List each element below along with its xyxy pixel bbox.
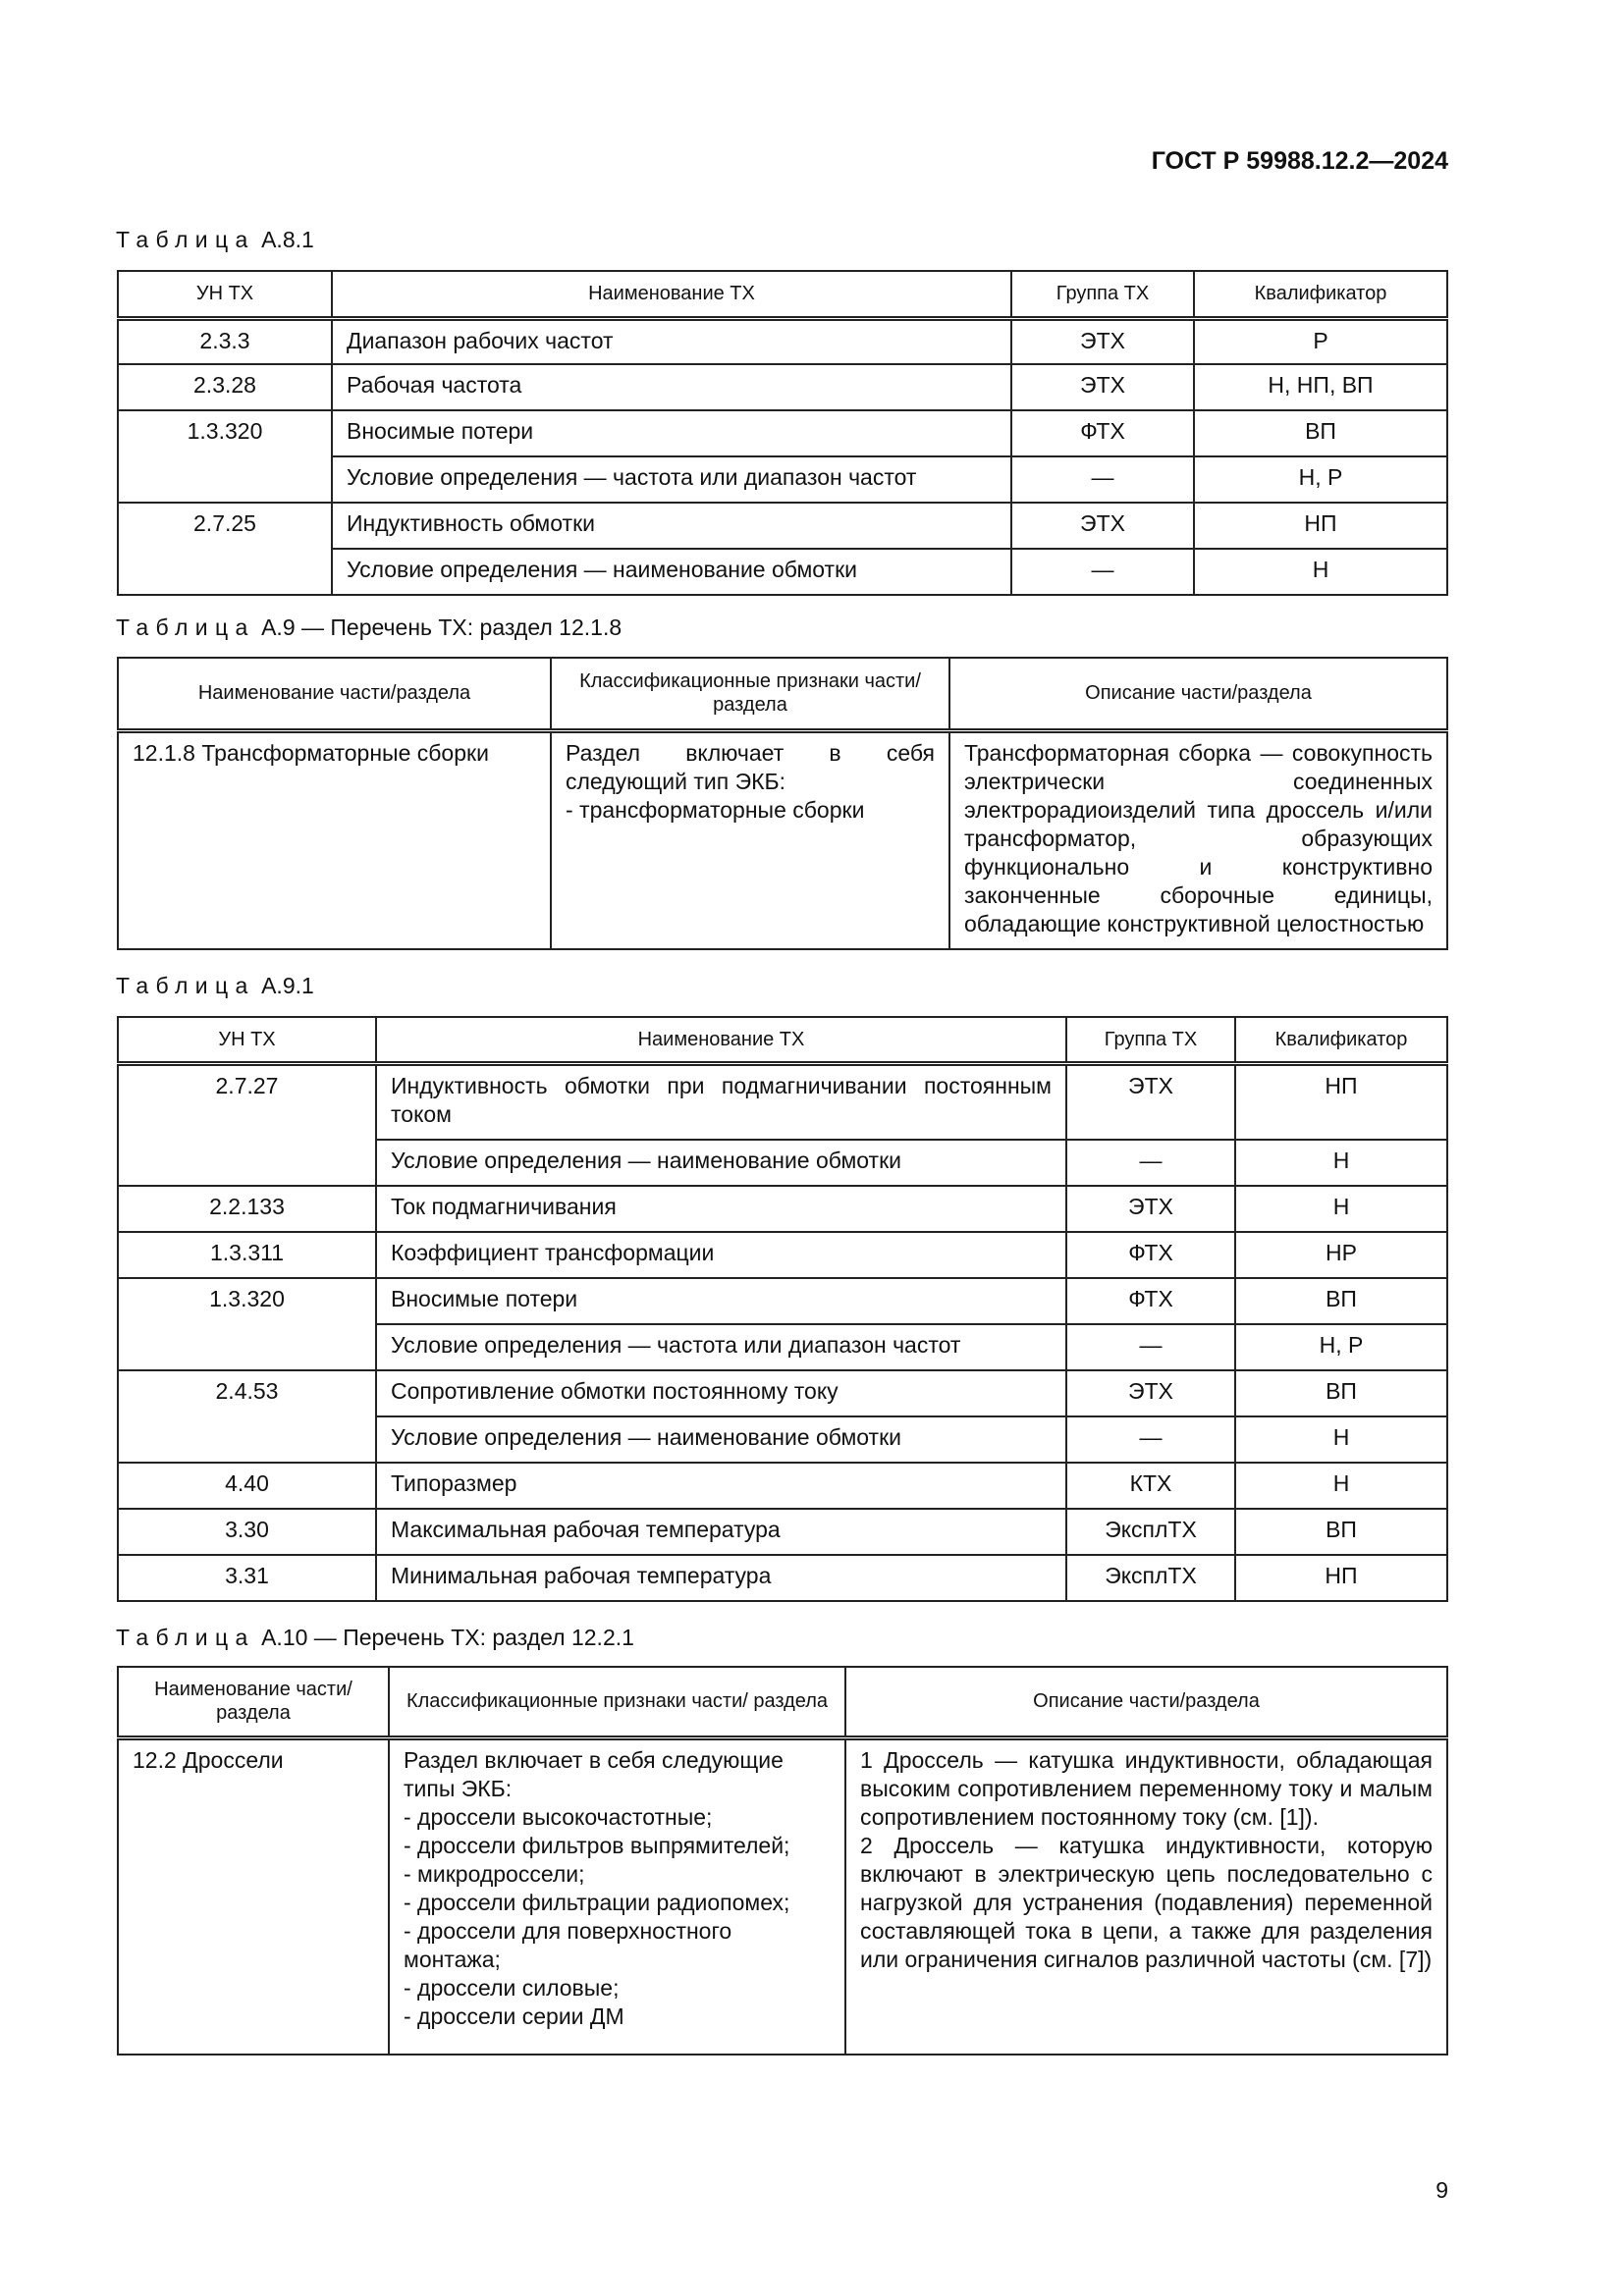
cell-qualifier: ВП: [1235, 1509, 1447, 1555]
standard-designation: ГОСТ Р 59988.12.2—2024: [1151, 147, 1448, 175]
table-a9-caption: [116, 614, 622, 641]
cell-name: Условие определения — частота или диапазон частот: [332, 456, 1011, 503]
cell-un: 3.31: [118, 1555, 376, 1601]
cell-un: 2.7.25: [118, 503, 332, 595]
cell-group: ФТХ: [1066, 1278, 1235, 1324]
cell-qualifier: Н, Р: [1194, 456, 1447, 503]
cell-un: 1.3.320: [118, 1278, 376, 1370]
cell-un: 4.40: [118, 1463, 376, 1509]
header-qualifier: Квалификатор: [1194, 271, 1447, 318]
cell-name: Рабочая частота: [332, 364, 1011, 410]
cell-un: 2.7.27: [118, 1063, 376, 1186]
cell-group: ЭТХ: [1011, 364, 1194, 410]
table-row: [118, 410, 1447, 456]
header-classification: Классификационные признаки части/раздела: [551, 658, 949, 730]
cell-un: 2.2.133: [118, 1186, 376, 1232]
cell-un: 2.3.28: [118, 364, 332, 410]
cell-group: ЭТХ: [1011, 318, 1194, 364]
cell-group: —: [1011, 456, 1194, 503]
cell-group: ЭТХ: [1066, 1370, 1235, 1416]
header-description: Описание части/раздела: [949, 658, 1447, 730]
cell-group: ЭксплТХ: [1066, 1555, 1235, 1601]
table-a10-caption: [116, 1625, 634, 1651]
table-row: [118, 1509, 1447, 1555]
caption-word: Таблица: [116, 1625, 255, 1650]
cell-name: Минимальная рабочая температура: [376, 1555, 1066, 1601]
header-group: Группа ТХ: [1066, 1017, 1235, 1063]
table-row: [118, 1186, 1447, 1232]
cell-qualifier: Н, Р: [1235, 1324, 1447, 1370]
cell-un: 2.3.3: [118, 318, 332, 364]
cell-qualifier: Н, НП, ВП: [1194, 364, 1447, 410]
caption-word: Таблица: [116, 973, 255, 998]
cell-name: Типоразмер: [376, 1463, 1066, 1509]
cell-group: —: [1066, 1416, 1235, 1463]
cell-un: 2.4.53: [118, 1370, 376, 1463]
header-qualifier: Квалификатор: [1235, 1017, 1447, 1063]
page-number: 9: [1435, 2177, 1448, 2203]
table-row: [118, 1737, 1447, 2055]
cell-part-name: 12.2 Дроссели: [118, 1737, 389, 2055]
table-row: [118, 1370, 1447, 1416]
cell-qualifier: Н: [1194, 549, 1447, 595]
cell-qualifier: ВП: [1235, 1370, 1447, 1416]
cell-group: ЭксплТХ: [1066, 1509, 1235, 1555]
cell-name: Условие определения — наименование обмотки: [376, 1140, 1066, 1186]
header-classification: Классификационные признаки части/ раздела: [389, 1667, 845, 1737]
caption-rest: А.10 — Перечень ТХ: раздел 12.2.1: [254, 1625, 634, 1650]
cell-name: Условие определения — наименование обмотки: [332, 549, 1011, 595]
cell-group: —: [1066, 1140, 1235, 1186]
table-a9: [117, 657, 1448, 950]
cell-group: ФТХ: [1011, 410, 1194, 456]
cell-classification: Раздел включает в себя следующий тип ЭКБ: - трансформаторные сборки: [551, 730, 949, 949]
cell-name: Условие определения — частота или диапазон частот: [376, 1324, 1066, 1370]
cell-group: ФТХ: [1066, 1232, 1235, 1278]
table-a81: [117, 270, 1448, 596]
cell-description: Трансформаторная сборка — совокупность электрически соединенных электрорадиоизделий типа дроссель и/или трансформатор, образующих функционально и конструктивно законченные сборочные единицы, обладающие конструктивной целостностью: [949, 730, 1447, 949]
cell-name: Сопротивление обмотки постоянному току: [376, 1370, 1066, 1416]
cell-name: Индуктивность обмотки: [332, 503, 1011, 549]
cell-un: 1.3.320: [118, 410, 332, 503]
header-name: Наименование ТХ: [332, 271, 1011, 318]
table-a91: [117, 1016, 1448, 1602]
cell-qualifier: Н: [1235, 1416, 1447, 1463]
cell-qualifier: Н: [1235, 1140, 1447, 1186]
table-row: [118, 1063, 1447, 1140]
table-row: [118, 503, 1447, 549]
cell-group: ЭТХ: [1066, 1063, 1235, 1140]
cell-group: ЭТХ: [1066, 1186, 1235, 1232]
caption-rest: А.8.1: [254, 227, 314, 252]
cell-qualifier: ВП: [1194, 410, 1447, 456]
caption-rest: А.9.1: [254, 973, 314, 998]
caption-word: Таблица: [116, 614, 255, 640]
table-row: [118, 1278, 1447, 1324]
cell-un: 1.3.311: [118, 1232, 376, 1278]
cell-group: —: [1011, 549, 1194, 595]
cell-classification: Раздел включает в себя следующие типы ЭКБ: - дроссели высокочастотные; - дроссели фильтров выпрямителей; - микродроссели; - дроссели фильтрации радиопомех; - дроссели для поверхностного монтажа; - дроссели силовые; - дроссели серии ДМ: [389, 1737, 845, 2055]
table-row: [118, 364, 1447, 410]
cell-qualifier: НР: [1235, 1232, 1447, 1278]
cell-name: Ток подмагничивания: [376, 1186, 1066, 1232]
cell-group: КТХ: [1066, 1463, 1235, 1509]
header-group: Группа ТХ: [1011, 271, 1194, 318]
cell-qualifier: ВП: [1235, 1278, 1447, 1324]
cell-qualifier: Р: [1194, 318, 1447, 364]
table-row: [118, 318, 1447, 364]
cell-un: 3.30: [118, 1509, 376, 1555]
cell-name: Вносимые потери: [376, 1278, 1066, 1324]
table-row: [118, 1463, 1447, 1509]
cell-name: Условие определения — наименование обмотки: [376, 1416, 1066, 1463]
table-row: [118, 1555, 1447, 1601]
table-row: [118, 1232, 1447, 1278]
header-description: Описание части/раздела: [845, 1667, 1447, 1737]
cell-group: ЭТХ: [1011, 503, 1194, 549]
header-part-name: Наименование части/ раздела: [118, 1667, 389, 1737]
cell-name: Вносимые потери: [332, 410, 1011, 456]
cell-qualifier: Н: [1235, 1186, 1447, 1232]
table-a91-caption: [116, 973, 314, 999]
table-a10: [117, 1666, 1448, 2056]
cell-name: Максимальная рабочая температура: [376, 1509, 1066, 1555]
table-row: [118, 730, 1447, 949]
cell-description: 1 Дроссель — катушка индуктивности, обладающая высоким сопротивлением переменному току и малым сопротивлением постоянному току (см. [1]). 2 Дроссель — катушка индуктивности, которую включают в электрическую цепь последовательно с нагрузкой для устранения (подавления) переменной составляющей тока в цепи, а также для разделения или ограничения сигналов различной частоты (см. [7]): [845, 1737, 1447, 2055]
cell-qualifier: НП: [1235, 1063, 1447, 1140]
table-a81-caption: [116, 227, 314, 253]
header-part-name: Наименование части/раздела: [118, 658, 551, 730]
cell-qualifier: НП: [1235, 1555, 1447, 1601]
cell-group: —: [1066, 1324, 1235, 1370]
cell-part-name: 12.1.8 Трансформаторные сборки: [118, 730, 551, 949]
cell-qualifier: Н: [1235, 1463, 1447, 1509]
caption-rest: А.9 — Перечень ТХ: раздел 12.1.8: [254, 614, 623, 640]
cell-name: Коэффициент трансформации: [376, 1232, 1066, 1278]
header-name: Наименование ТХ: [376, 1017, 1066, 1063]
cell-name: Диапазон рабочих частот: [332, 318, 1011, 364]
header-un: УН ТХ: [118, 1017, 376, 1063]
caption-word: Таблица: [116, 227, 255, 252]
cell-name: Индуктивность обмотки при подмагничивании постоянным током: [376, 1063, 1066, 1140]
header-un: УН ТХ: [118, 271, 332, 318]
cell-qualifier: НП: [1194, 503, 1447, 549]
